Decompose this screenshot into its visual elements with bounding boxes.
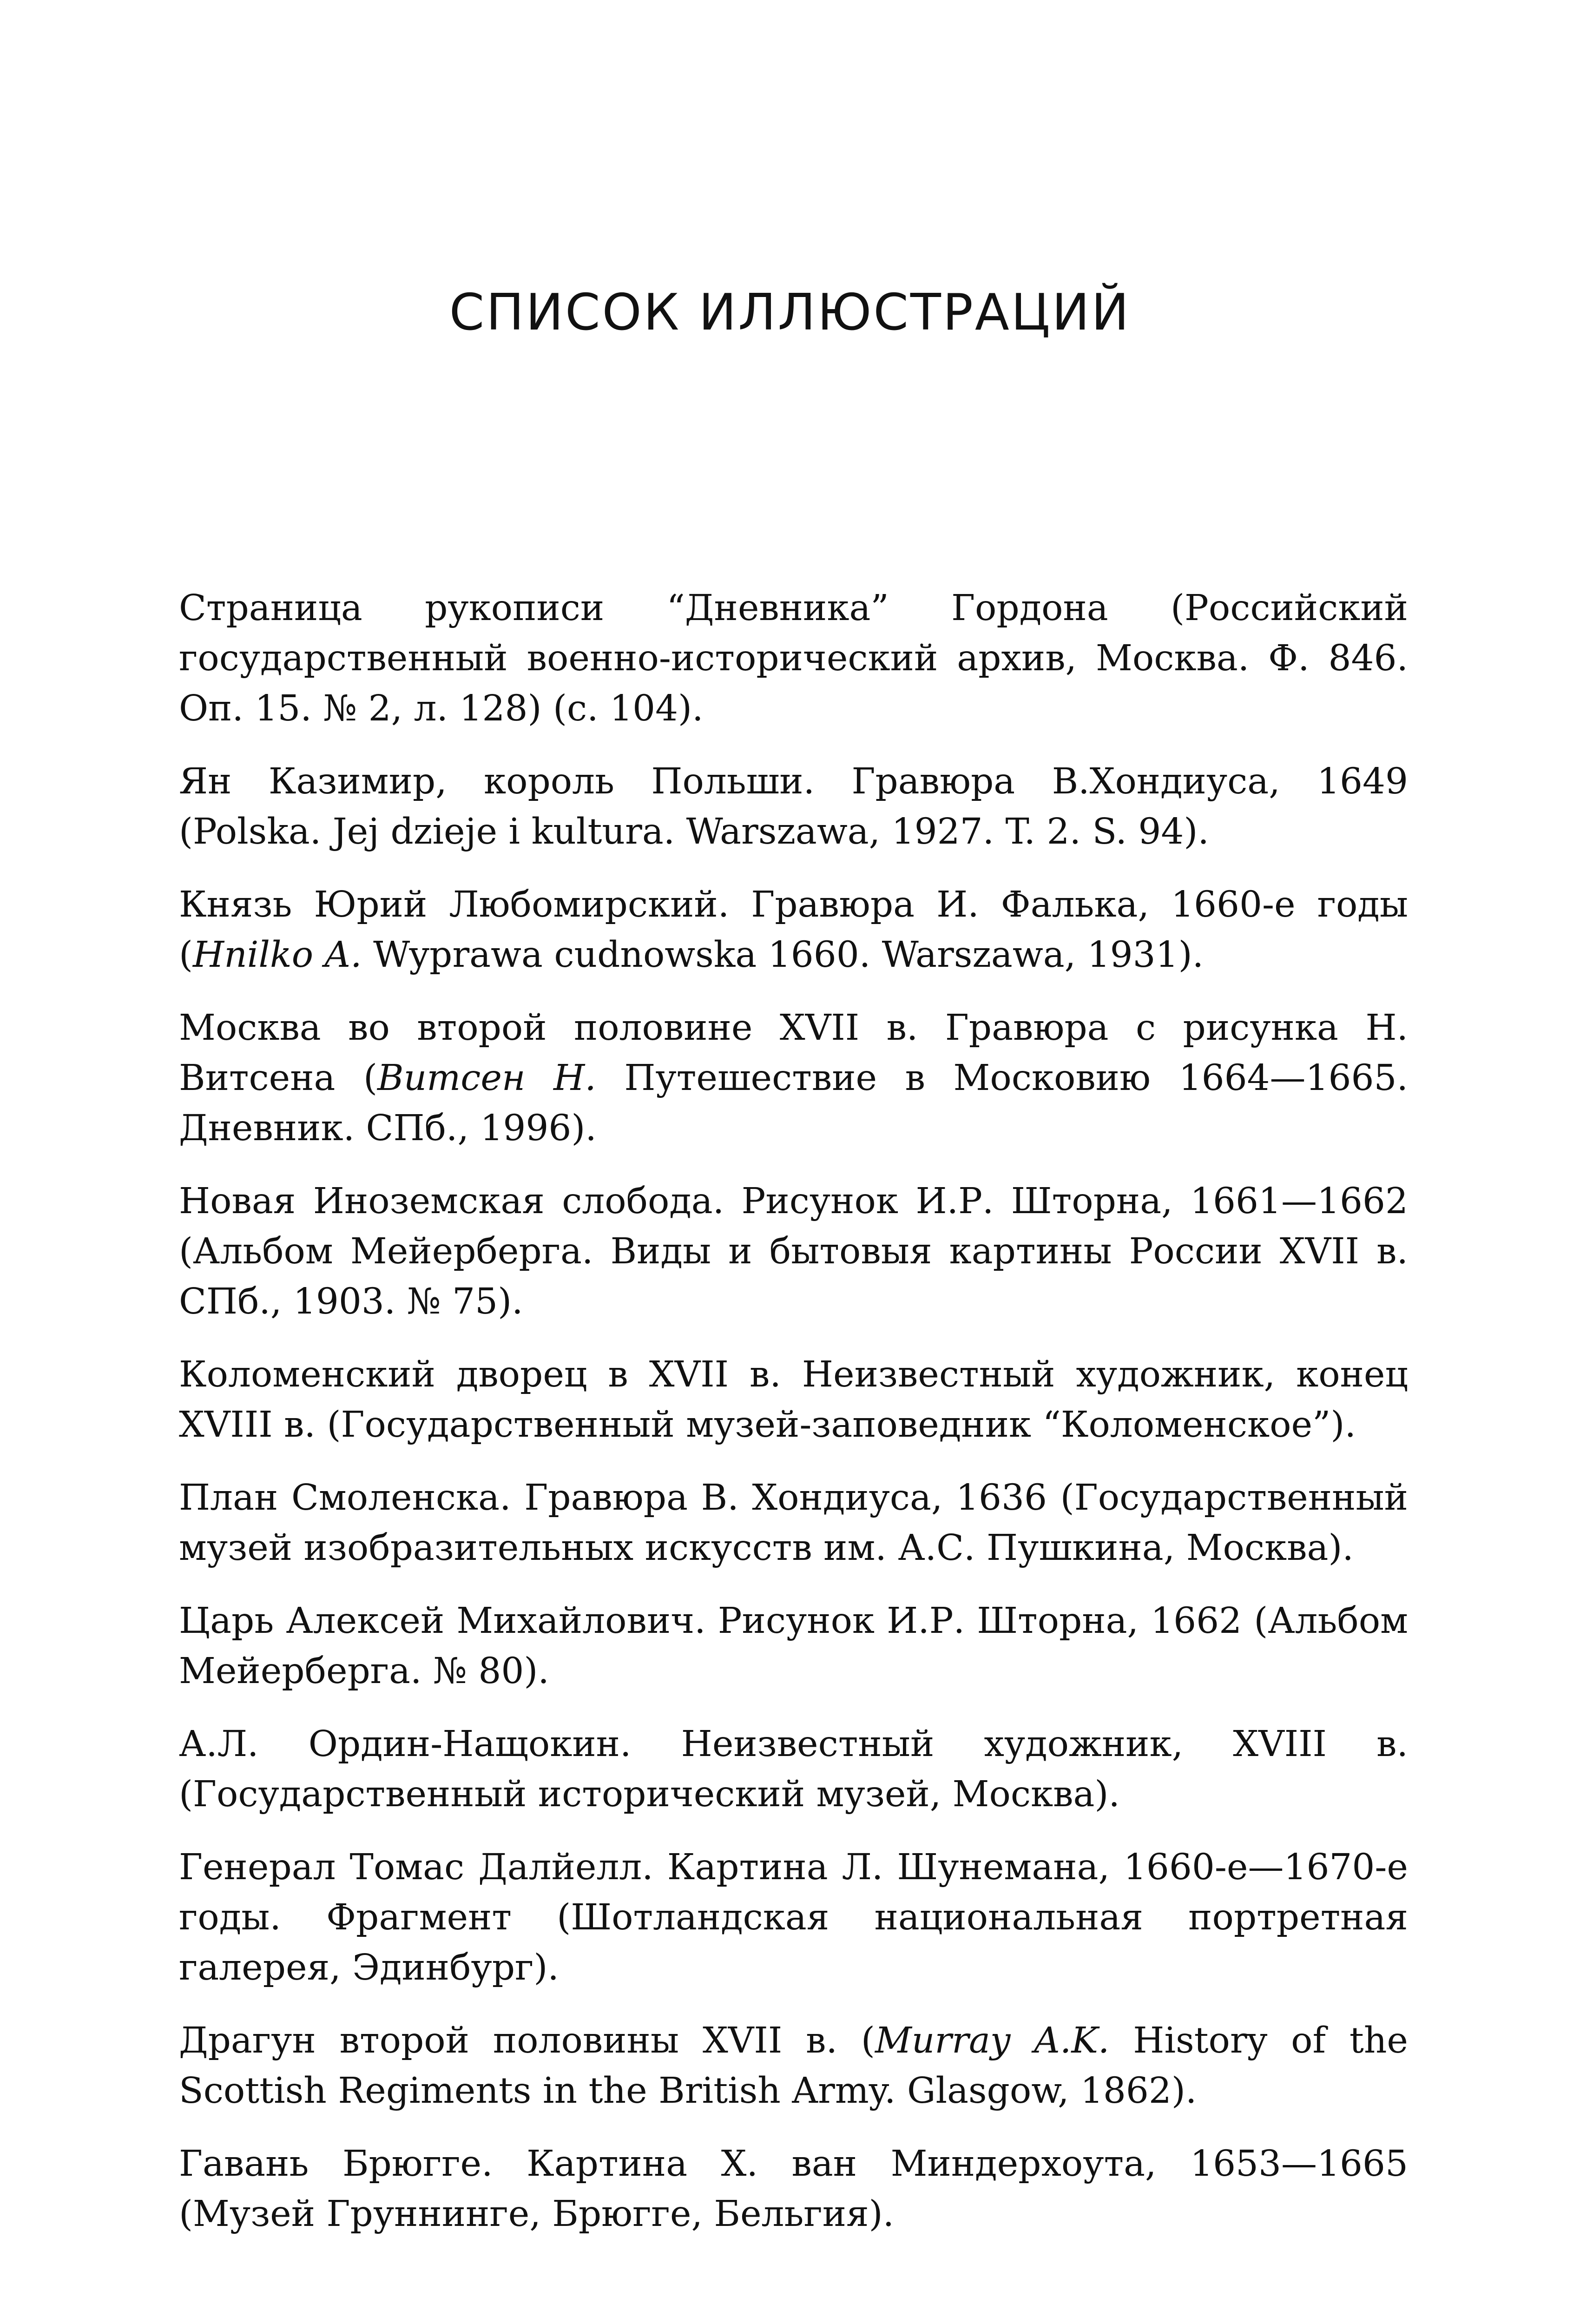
entry-author-italic: Витсен Н. xyxy=(377,1057,596,1099)
entry-author-italic: Murray A.K. xyxy=(875,2020,1110,2061)
list-item xyxy=(179,1473,1408,1573)
entry-text: Коломенский дворец в XVII в. Неизвестный художник, конец XVIII в. (Государственный музей-заповедник “Коломенское”). xyxy=(179,1354,1408,1446)
entry-author-italic: Hnilko A. xyxy=(193,934,362,976)
list-item xyxy=(179,880,1408,980)
entry-text: План Смоленска. Гравюра В. Хондиуса, 1636 (Государственный музей изобразительных искусств им. А.С. Пушкина, Москва). xyxy=(179,1477,1408,1569)
illustration-list xyxy=(179,583,1408,2262)
page-title: СПИСОК ИЛЛЮСТРАЦИЙ xyxy=(449,284,1131,342)
entry-text: Ян Казимир, король Польши. Гравюра В.Хондиуса, 1649 (Polska. Jej dzieje i kultura. Warszawa, 1927. T. 2. S. 94). xyxy=(179,761,1408,852)
entry-text: Москва во второй половине XVII в. Гравюра с рисунка Н. Витсена ( xyxy=(179,1007,1408,1099)
entry-text: History of the Scottish Regiments in the British Army. Glasgow, 1862). xyxy=(179,2020,1408,2112)
entry-text: Генерал Томас Далйелл. Картина Л. Шунемана, 1660-е—1670-е годы. Фрагмент (Шотландская национальная портретная галерея, Эдинбург). xyxy=(179,1847,1408,1988)
list-item xyxy=(179,1719,1408,1820)
entry-text: Страница рукописи “Дневника” Гордона (Российский государственный военно-исторический архив, Москва. Ф. 846. Оп. 15. № 2, л. 128) (с. 104). xyxy=(179,588,1408,729)
list-item xyxy=(179,583,1408,734)
entry-text: Гавань Брюгге. Картина Х. ван Миндерхоута, 1653—1665 (Музей Груннинге, Брюгге, Бельгия). xyxy=(179,2143,1408,2235)
entry-text: Wyprawa cudnowska 1660. Warszawa, 1931). xyxy=(362,934,1204,976)
list-item xyxy=(179,2016,1408,2116)
list-item xyxy=(179,1842,1408,1993)
list-item xyxy=(179,2139,1408,2239)
entry-text: Драгун второй половины XVII в. ( xyxy=(179,2020,875,2061)
list-item xyxy=(179,1350,1408,1450)
list-item xyxy=(179,1596,1408,1697)
list-item xyxy=(179,757,1408,857)
list-item xyxy=(179,1176,1408,1327)
entry-text: Царь Алексей Михайлович. Рисунок И.Р. Шторна, 1662 (Альбом Мейерберга. № 80). xyxy=(179,1600,1408,1692)
list-item xyxy=(179,1003,1408,1154)
entry-text: А.Л. Ордин-Нащокин. Неизвестный художник, XVIII в. (Государственный исторический музей, Москва). xyxy=(179,1723,1408,1815)
entry-text: Новая Иноземская слобода. Рисунок И.Р. Шторна, 1661—1662 (Альбом Мейерберга. Виды и бытовыя картины России XVII в. СПб., 1903. № 75). xyxy=(179,1181,1408,1322)
entry-text: Путешествие в Московию 1664—1665. Дневник. СПб., 1996). xyxy=(179,1057,1408,1149)
entry-text: Князь Юрий Любомирский. Гравюра И. Фалька, 1660-е годы ( xyxy=(179,884,1408,976)
